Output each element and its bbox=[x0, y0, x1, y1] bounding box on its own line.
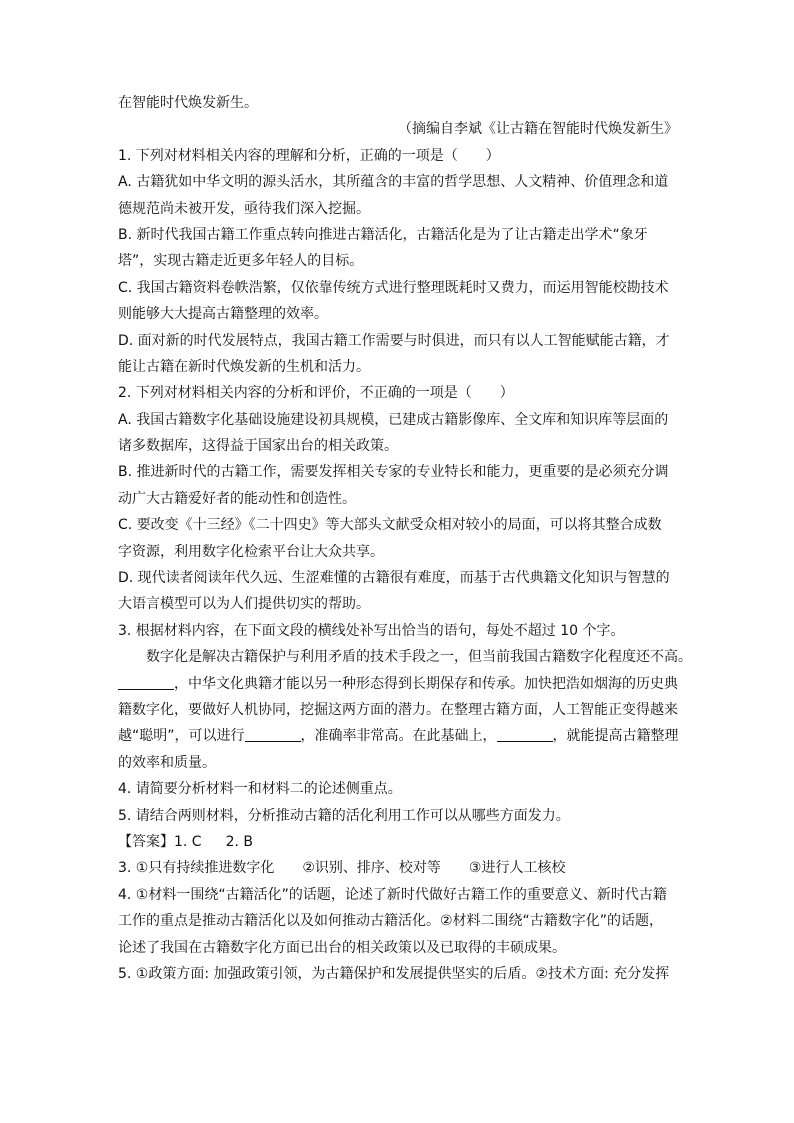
option-1c-line2: 则能够大大提高古籍整理的效率。 bbox=[118, 306, 328, 323]
answer-blank-2 bbox=[245, 727, 301, 742]
passage-line4-part3: ，就能提高古籍整理 bbox=[552, 728, 679, 745]
answer-line-1-2 bbox=[118, 829, 678, 855]
passage-line3: 籍数字化，要做好人机协同，挖掘这两方面的潜力。在整理古籍方面，人工智能正变得越来 bbox=[118, 701, 678, 718]
option-1c-line1: C. 我国古籍资料卷帙浩繁，仅依靠传统方式进行整理既耗时又费力，而运用智能校勘技术 bbox=[118, 279, 669, 296]
question-1: 1. 下列对材料相关内容的理解和分析，正确的一项是（ ） bbox=[118, 147, 500, 164]
option-1b-line2: 塔”，实现古籍走近更多年轻人的目标。 bbox=[118, 253, 364, 270]
option-1a-line1: A. 古籍犹如中华文明的源头活水，其所蕴含的丰富的哲学思想、人文精神、价值理念和道 bbox=[118, 174, 669, 191]
option-2c-line2: 字资源，利用数字化检索平台让大众共享。 bbox=[118, 543, 384, 560]
passage-line1: 数字化是解决古籍保护与利用矛盾的技术手段之一，但当前我国古籍数字化程度还不高。 bbox=[146, 649, 692, 666]
question-5: 5. 请结合两则材料，分析推动古籍的活化利用工作可以从哪些方面发力。 bbox=[118, 807, 570, 824]
text-line: 在智能时代焕发新生。 bbox=[118, 95, 258, 111]
passage-line4-part1: 越“聪明”，可以进行 bbox=[118, 728, 245, 745]
question-3: 3. 根据材料内容，在下面文段的横线处补写出恰当的语句，每处不超过 10 个字。 bbox=[118, 622, 625, 639]
passage-line4 bbox=[118, 723, 678, 749]
answer-3 bbox=[118, 855, 678, 881]
option-2b-line2: 动广大古籍爱好者的能动性和创造性。 bbox=[118, 490, 356, 507]
answer-3-part1: 3. ①只有持续推进数字化 bbox=[118, 860, 275, 877]
answer-label: 【答案】1. C bbox=[118, 833, 202, 850]
answer-5-line1: 5. ①政策方面: 加强政策引领，为古籍保护和发展提供坚实的后盾。②技术方面: 充分发挥 bbox=[118, 965, 670, 982]
document-page bbox=[118, 90, 692, 987]
answer-3-part2: ②识别、排序、校对等 bbox=[302, 860, 441, 877]
question-2: 2. 下列对材料相关内容的分析和评价，不正确的一项是（ ） bbox=[118, 385, 514, 402]
passage-line5: 的效率和质量。 bbox=[118, 754, 216, 771]
option-2b-line1: B. 推进新时代的古籍工作，需要发挥相关专家的专业特长和能力，更重要的是必须充分调 bbox=[118, 464, 669, 481]
option-1a-line2: 德规范尚未被开发，亟待我们深入挖掘。 bbox=[118, 200, 370, 217]
option-1d-line2: 能让古籍在新时代焕发新的生机和活力。 bbox=[118, 358, 370, 375]
passage-line2-text: ，中华文化典籍才能以另一种形态得到长期保存和传承。加快把浩如烟海的历史典 bbox=[174, 675, 678, 692]
answer-4-line2: 工作的重点是推动古籍活化以及如何推动古籍活化。②材料二围绕“古籍数字化”的话题， bbox=[118, 913, 664, 930]
option-2a-line2: 诸多数据库，这得益于国家出台的相关政策。 bbox=[118, 438, 398, 455]
answer-3-part3: ③进行人工核校 bbox=[468, 860, 566, 877]
option-1b-line1: B. 新时代我国古籍工作重点转向推进古籍活化，古籍活化是为了让古籍走出学术“象牙 bbox=[118, 226, 648, 243]
answer-blank-3 bbox=[497, 727, 553, 742]
answer-4-line3: 论述了我国在古籍数字化方面已出台的相关政策以及已取得的丰硕成果。 bbox=[118, 939, 566, 956]
option-2a-line1: A. 我国古籍数字化基础设施建设初具规模，已建成古籍影像库、全文库和知识库等层面的 bbox=[118, 411, 669, 428]
option-2d-line2: 大语言模型可以为人们提供切实的帮助。 bbox=[118, 596, 370, 613]
question-4: 4. 请简要分析材料一和材料二的论述侧重点。 bbox=[118, 781, 402, 798]
answer-2: 2. B bbox=[225, 833, 254, 850]
option-2c-line1: C. 要改变《十三经》《二十四史》等大部头文献受众相对较小的局面，可以将其整合成数 bbox=[118, 517, 662, 534]
option-2d-line1: D. 现代读者阅读年代久远、生涩难懂的古籍很有难度，而基于古代典籍文化知识与智慧的 bbox=[118, 570, 670, 587]
passage-line2 bbox=[118, 671, 678, 697]
source-citation: （摘编自李斌《让古籍在智能时代焕发新生》 bbox=[398, 121, 678, 138]
option-1d-line1: D. 面对新的时代发展特点，我国古籍工作需要与时俱进，而只有以人工智能赋能古籍，才 bbox=[118, 332, 670, 349]
answer-blank-1 bbox=[118, 675, 174, 690]
answer-4-line1: 4. ①材料一围绕“古籍活化”的话题，论述了新时代做好古籍工作的重要意义、新时代古籍 bbox=[118, 886, 667, 903]
passage-line4-part2: ，准确率非常高。在此基础上， bbox=[300, 728, 497, 745]
